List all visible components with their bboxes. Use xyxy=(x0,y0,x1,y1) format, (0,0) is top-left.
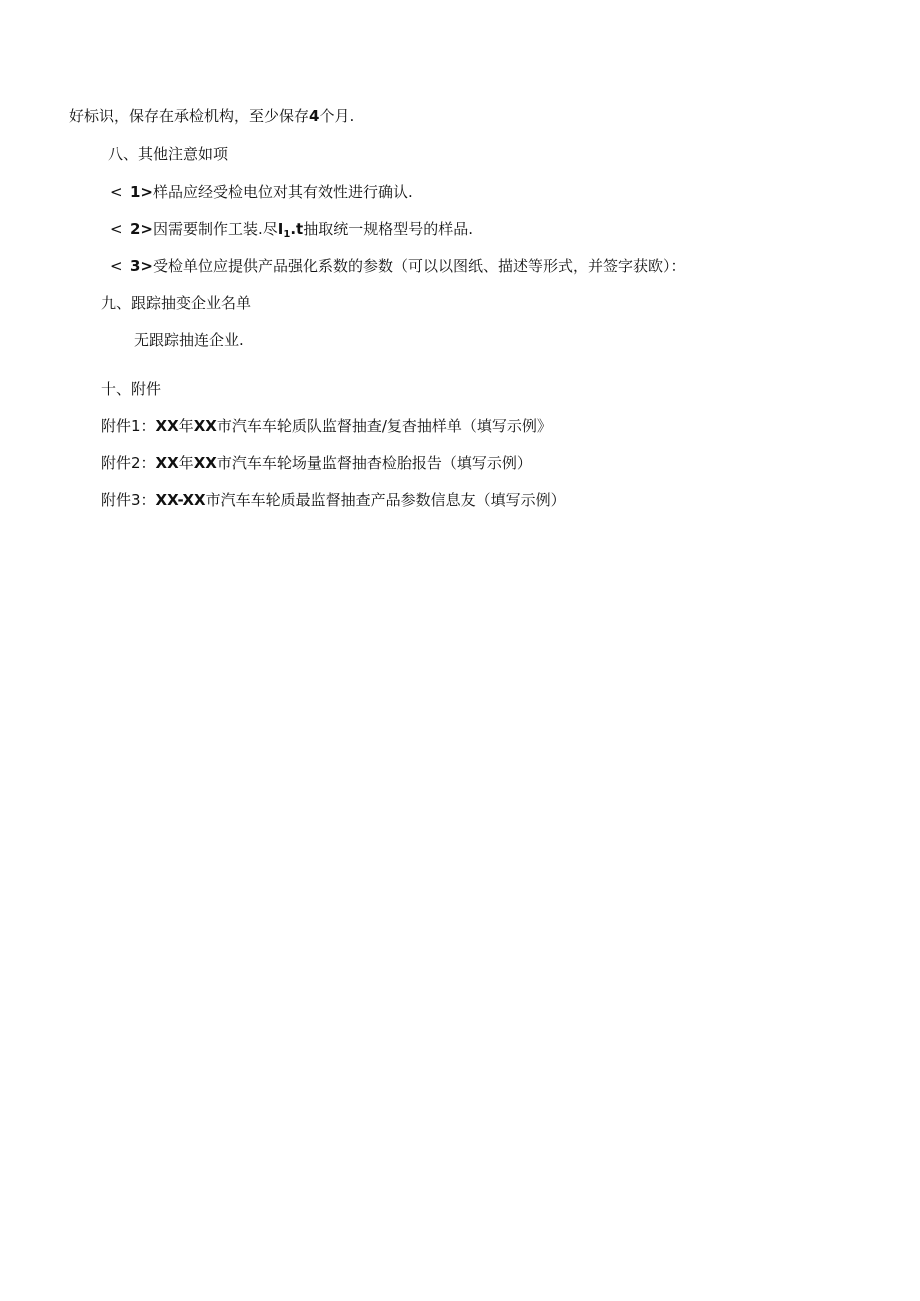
paragraph-tail-text-a: 好标识，保存在承检机构，至少保存 xyxy=(69,107,310,125)
attachment-label xyxy=(101,417,156,435)
attachment-label xyxy=(101,491,156,509)
item-marker: < xyxy=(110,257,123,275)
attachment-label xyxy=(101,454,156,472)
attachment-prefix: XX xyxy=(155,417,179,435)
item-text-a: 因需要制作工装.尽 xyxy=(153,220,278,238)
paragraph-tail xyxy=(69,106,354,126)
attachment-prefix: XX-XX xyxy=(155,491,206,509)
attachment-mid: 年 xyxy=(178,417,194,435)
attachment-1 xyxy=(101,416,552,436)
item-garbled-sub: 1 xyxy=(283,229,291,240)
item-text: 受检单位应提供产品强化系数的参数（可以以图纸、描述等形式，并签字获欧）： xyxy=(153,257,686,275)
item-number: 3> xyxy=(130,257,154,275)
section-9-heading: 九、跟踪抽变企业名单 xyxy=(101,294,252,312)
item-marker: < xyxy=(110,220,123,238)
item-marker: < xyxy=(110,183,123,201)
item-text-b: 抽取统一规格型号的样品. xyxy=(303,220,474,238)
section-8-item-1 xyxy=(110,182,413,202)
section-8-item-2 xyxy=(110,219,473,245)
item-garbled-b: .t xyxy=(290,220,304,238)
attachment-label-text: 附件3： xyxy=(101,491,156,509)
attachment-label-text: 附件2： xyxy=(101,454,156,472)
attachment-prefix: XX xyxy=(155,454,179,472)
attachment-2 xyxy=(101,453,532,473)
item-number: 2> xyxy=(130,220,154,238)
attachment-label-text: 附件1： xyxy=(101,417,156,435)
attachment-title: 市汽车车轮质最监督抽查产品参数信息友（填写示例） xyxy=(205,491,566,509)
attachment-prefix-2: XX xyxy=(193,417,217,435)
section-8-item-3 xyxy=(110,256,686,276)
section-9-body: 无跟踪抽连企业. xyxy=(134,331,244,349)
item-garbled-a: I xyxy=(277,220,284,238)
paragraph-tail-text-b: 个月. xyxy=(319,107,355,125)
section-8-heading: 八、其他注意如项 xyxy=(108,145,229,163)
item-text: 样品应经受检电位对其有效性进行确认. xyxy=(153,183,413,201)
section-10-heading: 十、附件 xyxy=(101,380,162,398)
item-number: 1> xyxy=(130,183,154,201)
attachment-3 xyxy=(101,490,566,510)
attachment-mid: 年 xyxy=(178,454,194,472)
paragraph-tail-number: 4 xyxy=(309,107,320,125)
attachment-prefix-2: XX xyxy=(193,454,217,472)
attachment-title: 市汽车车轮质队监督抽查/复杳抽样单（填写示例》 xyxy=(216,417,552,435)
attachment-title: 市汽车车轮场量监督抽杳检胎报告（填写示例） xyxy=(216,454,532,472)
